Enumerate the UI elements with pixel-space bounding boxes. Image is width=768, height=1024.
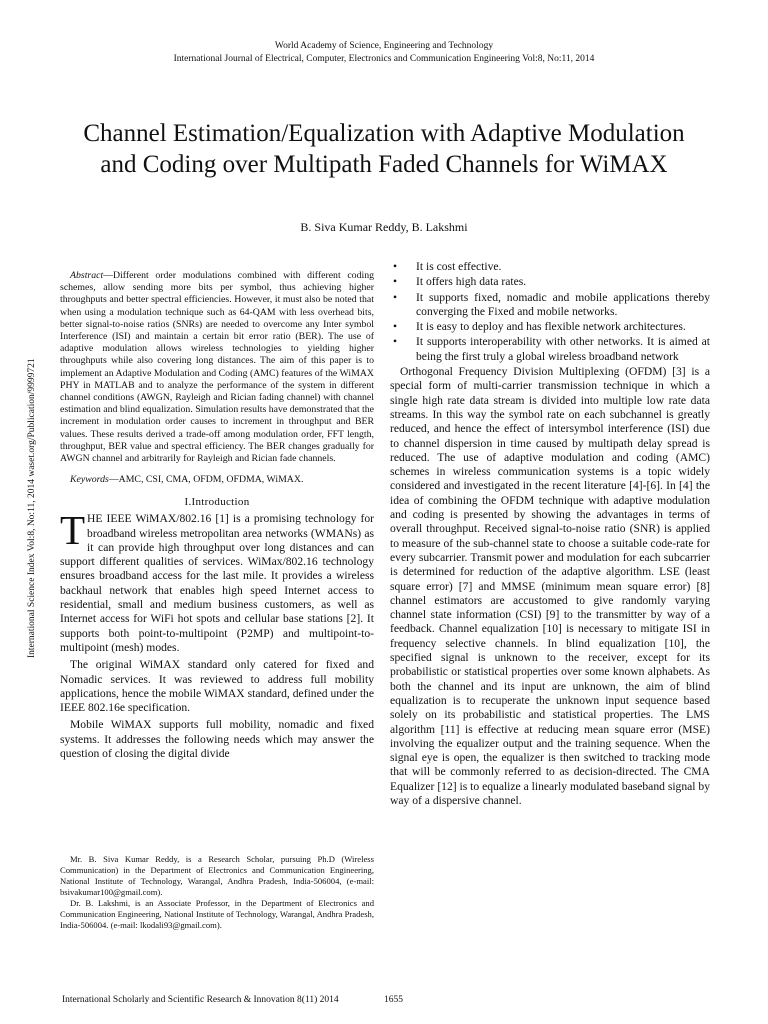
list-item — [390, 260, 710, 274]
footnotes — [60, 854, 374, 931]
side-index-text: International Science Index Vol:8, No:11, 2014 waset.org/Publication/9999721 — [27, 358, 37, 658]
bullet-icon: • — [393, 335, 398, 349]
footnote-2: Dr. B. Lakshmi, is an Associate Professor, in the Department of Electronics and Communication Engineering, National Institute of Technology, Warangal, Andhra Pradesh, India-506004. (e-mail: lkodali93@gmail.com). — [60, 898, 374, 930]
paper-title: Channel Estimation/Equalization with Adaptive Modulation and Coding over Multipath Faded Channels for WiMAX — [83, 120, 685, 178]
drop-cap: T — [60, 507, 86, 554]
abstract-text: Different order modulations combined with different coding schemes, allow sending more bits per symbol, thus achieving higher throughputs and better spectral efficiencies. However, it must also be noted that when using a modulation technique such as 64-QAM with less overhead bits, better signal-to-noise ratios (SNRs) are needed to overcome any Inter symbol Interference (ISI) and maintain a certain bit error ratio (BER). The use of adaptive modulation allows wireless technologies to yielding higher throughputs while also covering long distances. The aim of this paper is to implement an Adaptive Modulation and Coding (AMC) features of the WiMAX PHY in MATLAB and to analyze the performance of the system in different channel conditions (AWGN, Rayleigh and Rician fading channel) with channel estimation and blind equalization. Simulation results have demonstrated that the increment in modulation order causes to increment in throughput and BER values. These results derived a trade-off among modulation order, FFT length, throughput, BER value and spectral efficiency. The BER changes gradually for AWGN channel and arbitrarily for Rayleigh and Rician fade channels. — [60, 270, 374, 465]
bullet-icon: • — [393, 275, 398, 289]
needs-list — [390, 260, 710, 364]
footer-journal: International Scholarly and Scientific Research & Innovation 8(11) 2014 — [62, 995, 339, 1005]
journal-header-line-2: International Journal of Electrical, Computer, Electronics and Communication Engineering Vol:8, No:11, 2014 — [173, 54, 595, 64]
intro-paragraph-2: The original WiMAX standard only catered for fixed and Nomadic services. It was reviewed to address full mobility applications, hence the mobile WiMAX standard, defined under the IEEE 802.16e specification. — [60, 658, 374, 715]
keywords-label: Keywords — [70, 474, 109, 486]
introduction-body — [60, 507, 374, 761]
list-item — [390, 275, 710, 289]
list-item — [390, 320, 710, 334]
footnote-1: Mr. B. Siva Kumar Reddy, is a Research Scholar, pursuing Ph.D (Wireless Communication) in the Department of Electronics and Communication Engineering, National Institute of Technology, Warangal, Andhra Pradesh, India-506004, (e-mail: bsivakumar100@gmail.com). — [60, 854, 374, 897]
intro-paragraph-1 — [60, 507, 374, 655]
intro-paragraph-3: Mobile WiMAX supports full mobility, nomadic and fixed systems. It addresses the following needs which may answer the question of closing the digital divide — [60, 718, 374, 760]
abstract-label: Abstract — [70, 270, 104, 281]
section-heading-introduction: I.Introduction — [184, 496, 250, 509]
list-item-text: It offers high data rates. — [416, 275, 527, 289]
journal-header-line-1: World Academy of Science, Engineering and Technology — [274, 41, 494, 51]
left-column — [60, 270, 374, 764]
page-number: 1655 — [384, 995, 403, 1005]
ofdm-paragraph: Orthogonal Frequency Division Multiplexing (OFDM) [3] is a special form of multi-carrier transmission technique in which a single high rate data stream is divided into multiple low rate data streams. In this way the symbol rate on each subchannel is greatly reduced, and hence the effect of intersymbol interference (ISI) due to channel dispersion in time caused by multipath delay spread is reduced. The use of adaptive modulation and coding (AMC) schemes in wireless communication systems is a topic widely considered and investigated in the recent literature [4]-[6]. In [4] the idea of combining the OFDM technique with adaptive modulation and coding is presented by showing the advantages in terms of overall throughput. Received signal-to-noise ratio (SNR) is applied to measure of the sub-channel state to choose a suitable code-rate for every subcarrier. Transmit power and modulation for each subcarrier is determined for reduction of the adaptive algorithm. LSE (least square error) [7] and MMSE (minimum mean square error) [8] channel estimators are accustomed to give randomly varying channel state information (CSI) [9] to the transmitter by way of a feedback. Channel equalization [10] is necessary to mitigate ISI in frequency selective channels. In blind equalization [10], the specified signal is unknown to the receiver, except for its probabilistic or statistical properties over some known alphabets. As both the channel and its input are unknown, the aim of blind equalization is to recuperate the unknown input sequence based solely on its probabilistic and statistical properties. The LMS algorithm [11] is effective at reducing mean square error (MSE) involving the equalizer output and the training sequence. When the signal eye is open, the equalizer is then switched to tracking mode that will be commonly referred to as decision-directed. The CMA Equalizer [12] is to equalize a linearly modulated baseband signal by way of a dispersive channel. — [390, 365, 711, 807]
paper-authors: B. Siva Kumar Reddy, B. Lakshmi — [300, 220, 468, 234]
keywords-text: AMC, CSI, CMA, OFDM, OFDMA, WiMAX. — [118, 474, 304, 486]
bullet-icon: • — [393, 290, 398, 304]
keywords-dash: — — [108, 474, 119, 486]
right-column — [390, 260, 710, 811]
list-item-text: It is cost effective. — [416, 260, 502, 273]
bullet-icon: • — [393, 260, 398, 273]
list-item-text: It supports interoperability with other networks. It is aimed at being the first truly a global wireless broadband network — [416, 335, 710, 363]
abstract — [60, 270, 374, 465]
list-item — [390, 291, 710, 320]
intro-paragraph-1-text: HE IEEE WiMAX/802.16 [1] is a promising technology for broadband wireless metropolitan area networks (WMANs) as it can provide high throughput over long distances and can support different qualities of services. WiMax/802.16 technology ensures broadband access for the last mile. It provides a wireless backhaul network that enables high speed Internet access to residential, small and medium business customers, as well as Internet access for WiFi hot spots and cellular base stations [2]. It supports both point-to-multipoint (P2MP) and multipoint-to-multipoint (mesh) modes. — [60, 512, 374, 654]
keywords — [60, 474, 374, 486]
list-item-text: It is easy to deploy and has flexible network architectures. — [416, 320, 686, 334]
list-item — [390, 335, 710, 364]
list-item-text: It supports fixed, nomadic and mobile applications thereby converging the Fixed and mobile networks. — [416, 290, 710, 318]
abstract-dash: — — [103, 270, 113, 281]
bullet-icon: • — [393, 320, 398, 334]
